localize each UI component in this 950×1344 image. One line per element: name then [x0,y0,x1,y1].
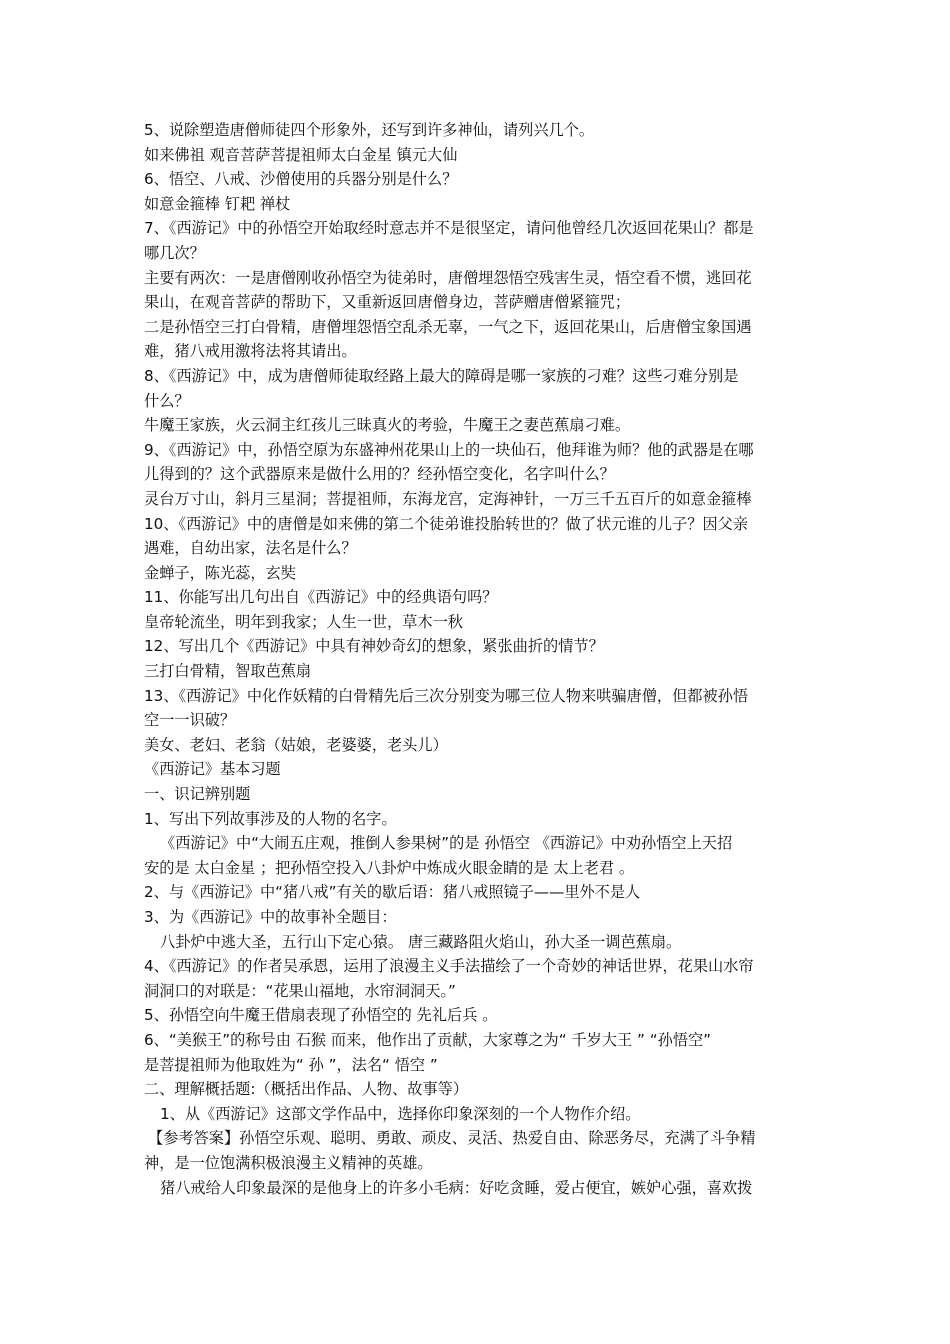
section-title: 《西游记》基本习题 [144,760,281,779]
text-line: 《西游记》中“大闹五庄观，推倒人参果树”的是 孙悟空 《西游记》中劝孙悟空上天招 [160,834,733,853]
text-line: 5、孙悟空向牛魔王借扇表现了孙悟空的 先礼后兵 。 [144,1006,498,1025]
text-line: 1、从《西游记》这部文学作品中，选择你印象深刻的一个人物作介绍。 [160,1104,641,1123]
text-line: 9、《西游记》中，孙悟空原为东盛神州花果山上的一块仙石，他拜谁为师？他的武器是在哪 [144,440,754,459]
text-line: 空一一识破？ [144,711,236,730]
text-line: 神，是一位饱满积极浪漫主义精神的英雄。 [144,1153,433,1172]
text-line: 皇帝轮流坐，明年到我家；人生一世，草木一秋 [144,612,463,631]
text-line: 儿得到的？这个武器原来是做什么用的？经孙悟空变化，名字叫什么？ [144,465,615,484]
text-line: 5、说除塑造唐僧师徒四个形象外，还写到许多神仙，请列兴几个。 [144,121,595,139]
text-line: 6、“美猴王”的称号由 石猴 而来，他作出了贡献，大家尊之为“ 千岁大王 ” “孙悟空” [144,1030,712,1049]
section-heading: 一、识记辨别题 [144,785,251,804]
text-line: 如意金箍棒 钉耙 禅杖 [144,194,291,213]
text-line: 13、《西游记》中化作妖精的白骨精先后三次分别变为哪三位人物来哄骗唐僧，但都被孙悟 [144,686,749,705]
text-line: 果山，在观音菩萨的帮助下，又重新返回唐僧身边，菩萨赠唐僧紧箍咒； [144,293,630,312]
text-line: 难，猪八戒用激将法将其请出。 [144,342,357,361]
text-line: 6、悟空、八戒、沙僧使用的兵器分别是什么？ [144,170,458,189]
text-line: 猪八戒给人印象最深的是他身上的许多小毛病：好吃贪睡，爱占便宜，嫉妒心强，喜欢拨 [160,1178,753,1197]
text-line: 【参考答案】孙悟空乐观、聪明、勇敢、顽皮、灵活、热爱自由、除恶务尽，充满了斗争精 [148,1129,756,1148]
document-body [144,118,816,1200]
text-line: 12、写出几个《西游记》中具有神妙奇幻的想象，紧张曲折的情节？ [144,637,604,656]
text-line: 8、《西游记》中，成为唐僧师徒取经路上最大的障碍是哪一家族的刁难？这些刁难分别是 [144,366,739,385]
text-line: 牛魔王家族，火云洞主红孩儿三昧真火的考验，牛魔王之妻芭蕉扇刁难。 [144,416,630,435]
text-line: 2、与《西游记》中“猪八戒”有关的歇后语：猪八戒照镜子——里外不是人 [144,883,641,902]
section-heading: 二、理解概括题:（概括出作品、人物、故事等） [144,1080,469,1099]
text-line: 7、《西游记》中的孙悟空开始取经时意志并不是很坚定，请问他曾经几次返回花果山？都是 [144,219,754,238]
text-line: 二是孙悟空三打白骨精，唐僧埋怨悟空乱杀无辜，一气之下，返回花果山，后唐僧宝象国遇 [144,317,752,336]
text-line: 遇难，自幼出家，法名是什么？ [144,539,357,558]
text-line: 安的是 太白金星 ；把孙悟空投入八卦炉中炼成火眼金睛的是 太上老君 。 [144,858,635,877]
text-line: 11、你能写出几句出自《西游记》中的经典语句吗？ [144,588,498,607]
text-line: 4、《西游记》的作者吴承恩，运用了浪漫主义手法描绘了一个奇妙的神话世界，花果山水帘 [144,957,754,976]
text-line: 美女、老妇、老翁（姑娘，老婆婆，老头儿） [144,735,448,754]
text-line: 三打白骨精，智取芭蕉扇 [144,662,312,681]
text-line: 是菩提祖师为他取姓为“ 孙 ”，法名“ 悟空 ” [144,1055,438,1074]
text-line: 主要有两次：一是唐僧刚收孙悟空为徒弟时，唐僧埋怨悟空残害生灵，悟空看不惯，逃回花 [144,268,752,287]
text-line: 灵台万寸山，斜月三星洞；菩提祖师，东海龙宫，定海神针，一万三千五百斤的如意金箍棒 [144,489,752,508]
text-line: 10、《西游记》中的唐僧是如来佛的第二个徒弟谁投胎转世的？做了状元谁的儿子？因父亲 [144,514,749,533]
text-line: 洞洞口的对联是：“花果山福地，水帘洞洞天。” [144,981,456,1000]
text-line: 哪几次？ [144,243,205,262]
text-line: 八卦炉中逃大圣，五行山下定心猿。 唐三藏路阻火焰山，孙大圣一调芭蕉扇。 [160,932,682,951]
text-line: 1、写出下列故事涉及的人物的名字。 [144,809,397,828]
text-line: 3、为《西游记》中的故事补全题目： [144,908,397,926]
text-line: 金蝉子，陈光蕊，玄奘 [144,563,296,582]
text-line: 如来佛祖 观音菩萨菩提祖师太白金星 镇元大仙 [144,145,458,164]
text-line: 什么？ [144,391,190,410]
